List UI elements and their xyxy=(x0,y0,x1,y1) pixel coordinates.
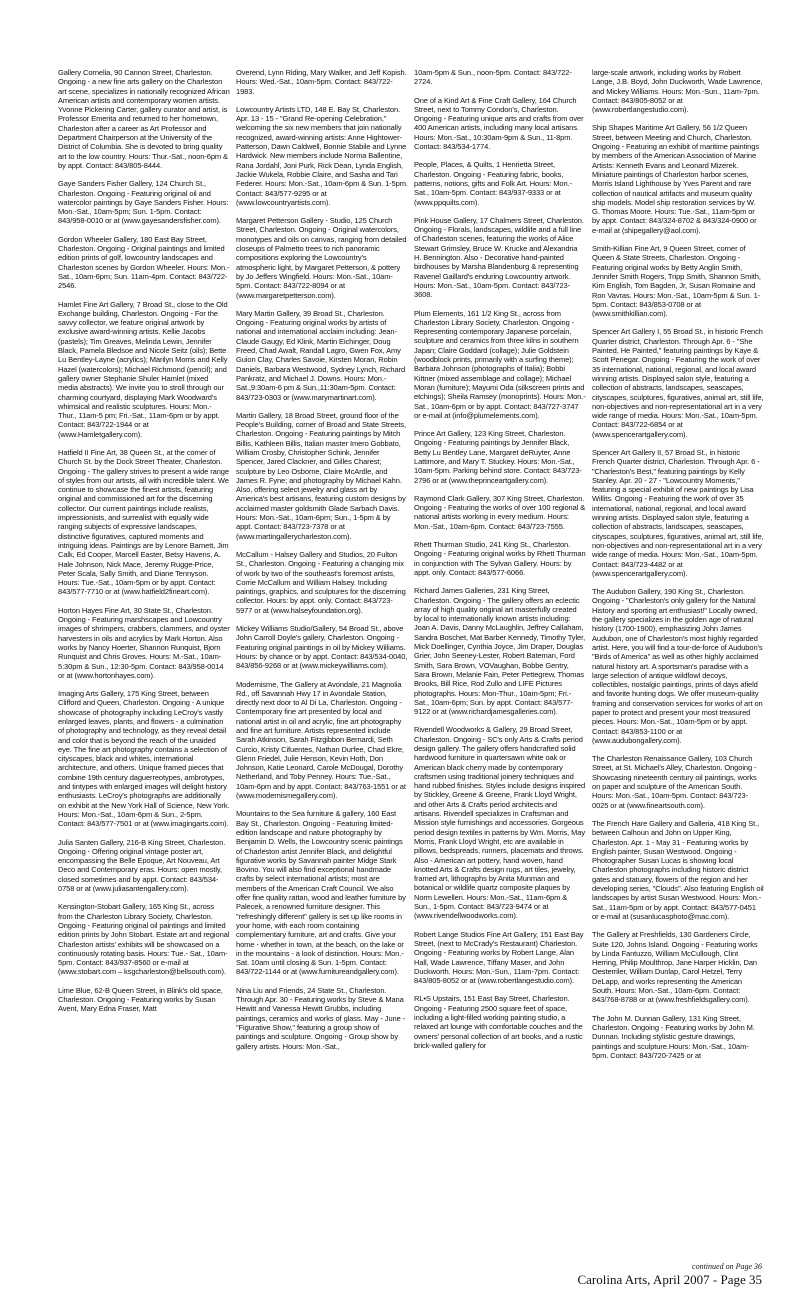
gallery-listing: large-scale artwork, including works by Robert Lange, J.B. Boyd, John Duckworth, Wade Lawrence, and Mickey Williams. Hours: Mon.-Sun., 11am-7pm. Contact: 843/805-8052 or at (www.robertlangestudio.com). xyxy=(592,68,763,115)
gallery-listing: Gordon Wheeler Gallery, 180 East Bay Street, Charleston. Ongoing - Original paintings and limited edition prints of golf, lowcountry landscapes and Charleston scenes by Gordon Wheeler. Hours: Mon.-Sat., 10am-6pm; Sun. 11am-4pm. Contact: 843/722-2546. xyxy=(58,234,230,291)
gallery-listing: Spencer Art Gallery II, 57 Broad St., in historic French Quarter district, Charleston. Through Apr. 6 - "Charleston's Best," featuring paintings by Kelly Stanley. Apr. 20 - 27 - "Lowcountry Moments," featuring a special exhibit of new paintings by Lisa Willits. Ongoing - Featuring the work of over 35 international, national, regional, and local award winning artists. Displayed salon style, featuring a collection of abstracts, landscapes, seascapes, cityscapes, sculptures, figuratives, animal art, still life, non-objectives and non-representational art in a very wide range of media. Hours: Mon.-Sat., 10am-5pm. Contact: 843/723-4482 or at (www.spencerartgallery.com). xyxy=(592,447,764,578)
gallery-listing: Smith-Killian Fine Art, 9 Queen Street, corner of Queen & State Streets, Charleston. Ongoing - Featuring original works by Betty Anglin Smith, Jennifer Smith Rogers, Tripp Smith, Shannon Smith, Kim English, Tom Bagden, Jr, Susan Romaine and Ron Vavras. Hours: Mon.-Sat., 10am-5pm & Sun. 1-5pm. Contact: 843/853-0708 or at (www.smithkillian.com). xyxy=(592,244,761,319)
gallery-listing: Nina Liu and Friends, 24 State St., Charleston. Through Apr. 30 - Featuring works by Steve & Mana Hewitt and Vanessa Hewitt Grubbs, including paintings, ceramics and works of glass. May - June - "Figurative Show," featuring a group show of paintings and sculpture. Ongoing - Group show by gallery artists. Hours: Mon.-Sat., xyxy=(236,985,406,1051)
gallery-listing: The Gallery at Freshfields, 130 Gardeners Circle, Suite 120, Johns Island. Ongoing - Featuring works by Linda Fantuzzo, William McCullough, Clint Herring, Philip Moulthrop, Jane Harper Hicklin, Dan Oesterriler, William Dunlap, Carol Hetzel, Terry DeLapp, and works representing the American South. Hours: Mon.-Sat., 10am-6pm. Contact: 843/768-8788 or at (www.freshfieldsgallery.com). xyxy=(592,930,758,1005)
gallery-listing: RL•S Upstairs, 151 East Bay Street, Charleston. Ongoing - Featuring 2500 square feet of space, including a light-filled working painting studio, a relaxed art lounge with comfortable couches and the owners' personal collection of art books, and a rustic brick-walled gallery for xyxy=(414,994,583,1050)
continued-note: continued on Page 36 xyxy=(692,1262,762,1271)
gallery-listing: Hamlet Fine Art Gallery, 7 Broad St., close to the Old Exchange building, Charleston. Ongoing - For the savvy collector, we feature original artwork by exclusive award-winning artists. Kellie Jacobs (pastels); Tim Greaves, Melinda Lewin, Jennifer Black, Pamela Bledsoe and Nicole Seitz (oils); Bette Lu Bentley-Layne (acrylics); Marilyn Morris and Kelly Hazel (watercolors); Michael Richmond (pencil); and gallery owner Stephanie Shuler Hamlet (mixed media abstracts). We invite you to stroll through our charming courtyard, displaying Mark Woodward's whimsical and realistic sculptures. Hours: Mon.-Thur., 11am-5 pm; Fri.-Sat., 11am-6pm or by appt. Contact: 843/722-1944 or at (www.Hamletgallery.com). xyxy=(58,299,228,439)
gallery-listing: Imaging Arts Gallery, 175 King Street, between Clifford and Queen, Charleston. Ongoing - A unique showcase of photography including LeCroy's vastly enlarged leaves, plants, and flowers - a culmination of photography and technology, as they reveal detail and color that is beyond the reach of the unaided eye. The fine art photography contains a selection of cityscapes, black and whites, international architecture, and others. Unique framed pieces that combine 19th century daguerreotypes, ambrotypes, and tintypes with enlarged images will delight history enthusiasts. LeCroy's photographs are additionally on exhibit at the New York Hall of Science, New York. Hours: Mon.-Sat., 10am-6pm & Sun., 2-5pm. Contact: 843/577-7501 or at (www.imagingarts.com). xyxy=(58,689,230,829)
page-footer xyxy=(577,1262,762,1288)
gallery-listing: Prince Art Gallery, 123 King Street, Charleston. Ongoing - Featuring paintings by Jennifer Black, Betty Lu Bentley Lane, Margaret deRuyter, Anne Lattimore, and Mary T. Stuckey. Hours: Mon.-Sat., 10am-5pm. Parking behind store. Contact: 843/723-2796 or at (www.theprinceartgallery.com). xyxy=(414,429,582,485)
column-3 xyxy=(414,68,586,1230)
listing-columns xyxy=(58,68,764,1230)
gallery-listing: People, Places, & Quilts, 1 Henrietta Street, Charleston. Ongoing - Featuring fabric, books, patterns, notions, gifts and Folk Art. Hours: Mon.-Sat., 10am-5pm. Contact: 843/937-9333 or at (www.ppquilts.com). xyxy=(414,160,572,207)
gallery-listing: Rivendell Woodworks & Gallery, 29 Broad Street, Charleston. Ongoing - SC's only Arts & Crafts period design gallery. The gallery offers handcrafted solid hardwood furniture in quartersawn white oak or American black cherry made by contemporary craftsmen using traditional joinery techniques and hand rubbed finishes. Styles include designs inspired by Stickley, Greene & Greene, Frank Lloyd Wright, and other Arts & Crafts period architects and artisans. Rivendell specializes in Craftsman and Mission style furnishings and accessories. Gorgeous period design textiles in patterns by Wm. Morris, May Morris, Frank Lloyd Wright, etc are available in pillows, bedspreads, runners, placemats and throws. Also - American art pottery, hand woven, hand knotted Arts & Crafts design rugs, art tiles, jewelry, framed art, lithographs by Anita Munman and botanical or wildlife quartz composite plaques by Norm Lewellen. Hours: Mon.-Sat., 11am-6pm & Sun., 1-5pm. Contact: 843/723-9474 or at (www.rivendellwoodworks.com). xyxy=(414,725,586,921)
gallery-listing: Lime Blue, 62-B Queen Street, in Blink's old space, Charleston. Ongoing - Featuring works by Susan Avent, Mary Edna Fraser, Matt xyxy=(58,985,223,1014)
gallery-listing: 10am-5pm & Sun., noon-5pm. Contact: 843/722-2724. xyxy=(414,68,572,87)
gallery-listing: Raymond Clark Gallery, 307 King Street, Charleston. Ongoing - Featuring the works of over 100 regional & national artists working in every medium. Hours: Mon.-Sat., 10am-6pm. Contact: 843/723-7555. xyxy=(414,493,586,531)
gallery-listing: The John M. Dunnan Gallery, 131 King Street, Charleston. Ongoing - Featuring works by John M. Dunnan. Including stylistic gesture drawings, paintings and sculpture.Hours: Mon.-Sat., 10am-5pm. Contact: 843/720-7425 or at xyxy=(592,1013,755,1060)
gallery-listing: Overend, Lynn Riding, Mary Walker, and Jeff Kopish. Hours: Wed.-Sat., 10am-5pm. Contact: 843/722-1983. xyxy=(236,68,407,96)
gallery-listing: Mountains to the Sea furniture & gallery, 160 East Bay St., Charleston. Ongoing - Featuring limited-edition landscape and nature photography by Benjamin D. Wells, the Lowcountry scenic paintings of Charleston artist Jennifer Black, and delightful figurative works by Savannah painter Midge Stark Bovino. You will also find exceptional handmade crafts by select international artists; most are members of the American Craft Council. We also offer fine quality rattan, wood and leather furniture by Palecek, a renowned furniture designer. This "refreshingly different" gallery is set up like rooms in your home, with each room containing complementary furniture, art and crafts. Give your home - whether in town, at the beach, on the lake or in the mountains - a look of distinction. Hours: Mon.-Sat. 10am until closing & Sun. 1-5pm. Contact: 843/722-1144 or at (www.furnitureandgallery.com). xyxy=(236,809,406,977)
gallery-listing: Plum Elements, 161 1/2 King St., across from Charleston Library Society, Charleston. Ongoing - Representing contemporary Japanese porcelain, sculpture and ceramics from three kilns in southern Japan; Claire Goddard (collage); Julie Goldstein (woodblock prints, primarily with a surfing theme); Barbara Johnson (photographs of Italia); Bobbi Kittner (mixed assemblage and collage); Michael Moran (furniture); Mayumi Oda (silkscreen prints and etchings); Sheila Ramsey (monoprints). Hours: Mon.-Sat., 10am-6pm or by appt. Contact: 843/727-3747 or e-mail at (info@plumelements.com). xyxy=(414,308,586,420)
gallery-listing: Martin Gallery, 18 Broad Street, ground floor of the People's Building, corner of Broad and State Streets, Charleston. Ongoing - Featuring paintings by Mitch Billis, Kathleen Billis, Italian master Imero Gobbato, William Crosby, Christopher Schink, Jennifer Spencer, Jared Clackner, and Gilles Charest; sculpture by Leo Osborne, Claire McArdle, and James R. Fyne; and photography by Michael Kahn. Also, offering select jewelry and glass art by America's best artisans, featuring custom designs by acclaimed master goldsmith Glade Sarbach Davis. Hours: Mon.-Sat., 10am-6pm; Sun., 1-5pm & by appt. Contact: 843/723-7378 or at (www.martingallerycharleston.com). xyxy=(236,410,406,541)
column-4 xyxy=(592,68,764,1230)
gallery-listing: Ship Shapes Maritime Art Gallery, 56 1/2 Queen Street, between Meeting and Church, Charleston. Ongoing - Featuring an exhibit of maritime paintings by members of the American Association of Marine Artists: Kenneth Evans and Leonard Mizerek. Miniature paintings of Charleston harbor scenes, Morris Island Lighthouse by Yves Parent and rare collection of nautical artifacts and museum quality ship models. Model ship restoration services by W. G. Thomas Moore. Hours: Tue.-Sat., 11am-5pm or by appt. Contact: 843/324-8702 & 843/324-0900 or e-mail at (shipegallery@aol.com). xyxy=(592,123,759,235)
gallery-listing: Richard James Galleries, 231 King Street, Charleston. Ongoing - The gallery offers an eclectic array of high quality original art masterfully created by local to internationally known artists including: Joan A. Davis, Danny McLaughlin, Jeffrey Callaham, Sandra Boschet, Mat Barber Kennedy, Timothy Tyler, Mick Doellinger, Cynthia Joyce, Jim Draper, Douglas Grier, John Seeney-Lester, Robert Bateman, Ford Smith, Sara Brown, VOVaughan, Bobbe Gentry, Sara Brown, Melanie Fain, Peter Pettegrew, Thomas Brooks, Bill Rice, Rod Zullo and LIFE Pictures photographs. Hours: Mon-Thur., 10am-5pm; Fri.-Sat., 10am-6pm; Sun. by appt. Contact: 843/577-9122 or at (www.richardjamesgalleries.com). xyxy=(414,586,586,717)
gallery-listing: Kensington-Stobart Gallery, 165 King St., across from the Charleston Library Society, Charleston. Ongoing - Featuring original oil paintings and limited edition prints by John Stobart. Estate art and regional Charleston artists' exhibits will be showcased on a continuously rotating basis. Hours: Tue.- Sat., 10am-5pm. Contact: 843/937-8560 or e-mail at (www.stobart.com – ksgcharleston@bellsouth.com). xyxy=(58,902,230,977)
gallery-listing: McCallum - Halsey Gallery and Studios, 20 Fulton St., Charleston. Ongoing - Featuring a changing mix of work by two of the southeast's foremost artists, Corrie McCallum and William Halsey. Including paintings, graphics, and sculptures for the discerning collector. Hours: by appt. only. Contact: 843/723-5977 or at (www.halseyfoundation.org). xyxy=(236,549,406,615)
gallery-listing: Modernisme, The Gallery at Avondale, 21 Magnolia Rd., off Savannah Hwy 17 in Avondale Station, directly next door to Al Di La, Charleston. Ongoing - Contemporary fine art presented by local and national artist in oil and acrylic, fine art photography and fine art furniture. Artists represented include Sarah Atkinson, Sarah Fitzgibbon Bernardi, Seth Curcio, Kristy Cifuentes, Nathan Durfee, Chad Ekre, Glenn Friedel, Julie Henson, Kevin Hoth, Don Johnson, Katie Leonard, Carole McDougal, Dorothy Netherland, and Toby Penney. Hours: Tue.-Sat., 10am-6pm and by appt. Contact: 843/763-1551 or at (www.modernismegallery.com). xyxy=(236,679,406,801)
gallery-listing: Mickey Williams Studio/Gallery, 54 Broad St., above John Carroll Doyle's gallery, Charleston. Ongoing - Featuring original paintings in oil by Mickey Williams. Hours: by chance or by appt. Contact: 843/534-0040, 843/856-9268 or at (www.mickeywilliams.com). xyxy=(236,624,408,671)
gallery-listing: Hatfield II Fine Art, 38 Queen St., at the corner of Church St. by the Dock Street Theater, Charleston. Ongoing - The gallery strives to present a wide range of styles from our artists, all with incredible talent. We continue to showcase the finest artists, featuring original and commissioned art for the discerning collector. Our current paintings include realists, impressionists, and surrealist with equally wide ranging subjects of expressive landscapes, distinctive figuratives, captured moments and intriguing ideas. Paintings are by Lenore Barnett, Jim Calk, Ed Cooper, Marcell Easter, Betsy Havens, A. Hale Johnson, Nick Mace, Jeremy Rugge-Price, Peter Scala, Sally Smith, and Diane Tennyson. Hours: Tue.-Sat., 10am-5pm or by appt. Contact: 843/577-7710 or at (www.hatfield2fineart.com). xyxy=(58,447,229,597)
listings-page xyxy=(58,68,764,1287)
page-folio: Carolina Arts, April 2007 - Page 35 xyxy=(577,1272,762,1287)
gallery-listing: Horton Hayes Fine Art, 30 State St., Charleston. Ongoing - Featuring marshscapes and Lowcountry images of shrimpers, crabbers, clammers, and oyster harvesters in oils and acrylics by Mark Horton. Also works by Nancy Hoerter, Shannon Runquist, Bjorn Runquist and Chris Groves. Hours: M.-Sat., 10am-5:30pm & Sun., 12:30-5pm. Contact: 843/958-0014 or at (www.hortonhayes.com). xyxy=(58,605,230,680)
gallery-listing: The French Hare Gallery and Galleria, 418 King St., between Calhoun and John on Upper King, Charleston. Apr. 1 - May 31 - Featuring works by English painter, Susan Westwood. Ongoing - Photographer Susan Lucas is showing local Charleston photographs including historic district gates and statuary, flowers of the region and her developing series, "Clouds". Also featuring English oil landscapes by artist Susan Westwood. Hours: Mon.-Sat., 11am-5pm or by appt. Contact: 843/577-0451 or e-mail at (susanlucasphoto@mac.com). xyxy=(592,818,764,921)
column-1 xyxy=(58,68,230,1230)
gallery-listing: The Charleston Renaissance Gallery, 103 Church Street, at St. Michael's Alley, Charleston. Ongoing - Showcasing nineteenth century oil paintings, works on paper and sculpture of the American South. Hours: Mon.-Sat., 10am-5pm. Contact: 843/723-0025 or at (www.fineartsouth.com). xyxy=(592,754,757,810)
gallery-listing: Julia Santen Gallery, 216-B King Street, Charleston. Ongoing - Offering original vintage poster art, encompassing the Belle Epoque, Art Nouveau, Art Deco and Contemporary eras. Hours: open mostly, closed sometimes and by appt. Contact: 843/534-0758 or at (www.juliasantengallery.com). xyxy=(58,837,226,894)
gallery-listing: Lowcountry Artists LTD, 148 E. Bay St, Charleston. Apr. 13 - 15 - "Grand Re-opening Celebration," welcoming the six new members that join nationally recognized, award-winning artists: Anne Hightower-Patterson, Dawn Caldwell, Bonnie Stabile and Lynne Hardwick. New members include Norma Ballentine, Rana Jordahl, Joni Purk, Rick Dean, Lynda English, Jackie Wukela, Robbie Claire, and Sasha and Tari Federer. Hours: Mon.-Sat., 10am-6pm & Sun. 1-5pm. Contact: 843/577-9295 or at (www.lowcountryartists.com). xyxy=(236,104,408,207)
gallery-listing: Margaret Petterson Gallery - Studio, 125 Church Street, Charleston. Ongoing - Original watercolors, monotypes and oils on canvas, ranging from detailed closeups of Palmetto trees to rich panoramic compositions exploring the Lowcountry's atmospheric light, by Margaret Petterson, & pottery by Jo Jeffers Wingfield. Hours: Mon.-Sat., 10am-5pm. Contact: 843/722-8094 or at (www.margaretpetterson.com). xyxy=(236,216,407,300)
gallery-listing: Gallery Cornelia, 90 Cannon Street, Charleston. Ongoing - a new fine arts gallery on the Charleston art scene, specializes in nationally recognized African American artists and contemporary women artists. Yvonne Pickering Carter, gallery curator and artist, is Professor Emerita and returned to her hometown, Charleston after a career as Art Professor and Department Chairperson at the University of the District of Columbia. She is devoted to bring quality art to the low country. Hours: Thur.-Sat., noon-6pm & by appt. Contact: 843/805-8444. xyxy=(58,68,230,170)
gallery-listing: The Audubon Gallery, 190 King St., Charleston. Ongoing - "Charleston's only gallery for the Natural History and sporting art enthusiast!" Locally owned, the gallery specializes in the golden age of natural history (1700-1900), emphasizing John James Audubon, one of Charleston's most highly regarded artist. Here, you will find a tour-de-force of Audubon's "Birds of America" as well as other highly acclaimed natural history art. A sportsman's paradise with a large selection of antique wildfowl decoys, collectibles, nostalgic paintings, prints of days afield and favorite hunting dogs. We offer museum-quality framing and conservation services for works of art on paper to protect and present your most treasured pieces. Hours: Mon.-Sat., 10am-5pm or by appt. Contact: 843/853-1100 or at (www.audubongallery.com). xyxy=(592,587,763,745)
gallery-listing: Mary Martin Gallery, 39 Broad St., Charleston. Ongoing - Featuring original works by artists of national and international acclaim including: Jean-Claude Gaugy, Ed Klink, Martin Eichinger, Doug Freed, Chad Awalt, Randall Lagro, Gwen Fox, Amy Guion Clay, Charles Savoie, Kirsten Moran, Robin Daniels, Barbara Westwood, Sydney Lynch, Richard Pankratz, and Michael J. Downs. Hours: Mon.-Sat.,9:30am-6 pm & Sun.,11:30am-5pm. Contact: 843/723-0303 or (www.marymartinart.com). xyxy=(236,308,406,402)
column-2 xyxy=(236,68,408,1230)
gallery-listing: Robert Lange Studios Fine Art Gallery, 151 East Bay Street, (next to McCrady's Restaurant) Charleston. Ongoing - Featuring works by Robert Lange, Alan Hall, Wade Lawrence, Tiffany Maser, and John Duckworth. Hours: Mon.-Sun., 11am-7pm. Contact: 843/805-8052 or at (www.robertlangestudio.com). xyxy=(414,929,584,986)
gallery-listing: Spencer Art Gallery I, 55 Broad St., in historic French Quarter district, Charleston. Through Apr. 6 - "She Painted, He Painted," featuring paintings by Kaye & Scott Penegar. Ongoing - Featuring the work of over 35 international, national, regional, and local award winning artists. Displayed salon style, featuring a collection of abstracts, landscapes, seascapes, cityscapes, sculptures, figuratives, animal art, still life, non-objectives and non-representational art in a very wide range of media. Hours: Mon.-Sat., 10am-5pm. Contact: 843/722-6854 or at (www.spencerartgallery.com). xyxy=(592,327,764,439)
gallery-listing: Rhett Thurman Studio, 241 King St., Charleston. Ongoing - Featuring original works by Rhett Thurman in conjunction with The Sylvan Gallery. Hours: by appt. only. Contact: 843/577-6066. xyxy=(414,540,586,577)
gallery-listing: One of a Kind Art & Fine Craft Gallery, 164 Church Street, next to Tommy Condon's, Charleston. Ongoing - Featuring unique arts and crafts from over 400 American artists, including many local artisans. Hours: Mon.-Sat., 10:30am-9pm & Sun., 11-8pm. Contact: 843/534-1774. xyxy=(414,95,584,152)
gallery-listing: Gaye Sanders Fisher Gallery, 124 Church St., Charleston. Ongoing - Featuring original oil and watercolor paintings by Gaye Sanders Fisher. Hours: Mon.-Sat., 10am-5pm; Sun. 1-5pm. Contact: 843/958-0010 or at (www.gayesandersfisher.com). xyxy=(58,179,229,226)
gallery-listing: Pink House Gallery, 17 Chalmers Street, Charleston. Ongoing - Florals, landscapes, wildlife and a full line of Charleston scenes, featuring the works of Alice Stewart Grimsley, Bruce W. Krucke and Alexandria H. Bennington. Also - Decorative hand-painted birdhouses by Marsha Blandenburg & representing Ravenel Gaillard's enduring Lowcountry artwork. Hours: Mon.-Sat., 10am-5pm. Contact: 843/723-3608. xyxy=(414,215,584,300)
